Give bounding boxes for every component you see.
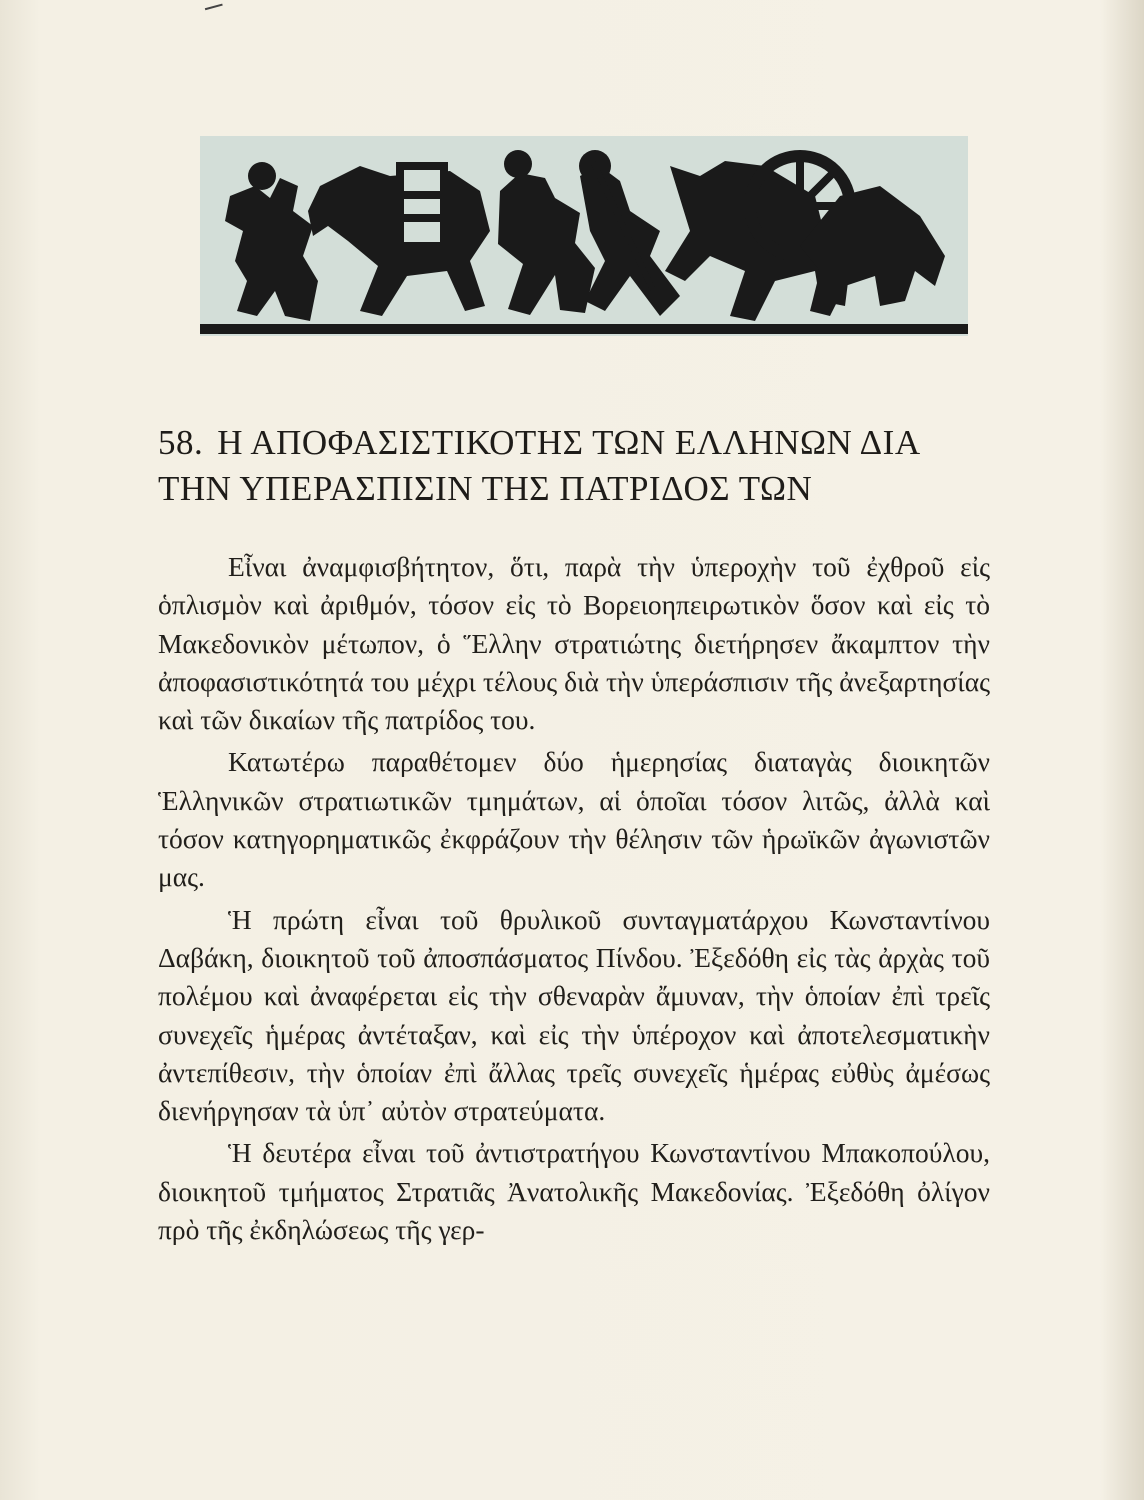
section-title-line-2: ΤΗΝ ΥΠΕΡΑΣΠΙΣΙΝ ΤΗΣ ΠΑΤΡΙΔΟΣ ΤΩΝ (158, 469, 813, 508)
warrior-head-2 (504, 150, 532, 178)
paragraph-3: Ἡ πρώτη εἶναι τοῦ θρυλικοῦ συνταγματάρχου Κωνσταντίνου Δαβάκη, διοικητοῦ τοῦ ἀποσπάσματος Πίνδου. Ἐξεδόθη εἰς τὰς ἀρχὰς τοῦ πολέμου καὶ ἀναφέρεται εἰς τὴν σθεναρὰν ἄμυναν, τὴν ὁποίαν ἐπὶ τρεῖς συνεχεῖς ἡμέρας ἀντέταξαν, καὶ εἰς τὴν ὑπέροχον καὶ ἀποτελεσματικὴν ἀντεπίθεσιν, τὴν ὁποίαν ἐπὶ ἄλλας τρεῖς συνεχεῖς ἡμέρας εὐθὺς ἀμέσως διενήργησαν τὰ ὑπ᾽ αὐτὸν στρατεύματα. (158, 903, 990, 1127)
paragraph-1: Εἶναι ἀναμφισβήτητον, ὅτι, παρὰ τὴν ὑπεροχὴν τοῦ ἐχθροῦ εἰς ὁπλισμὸν καὶ ἀριθμόν, τόσον εἰς τὸ Βορειοηπειρωτικὸν ὅσον καὶ εἰς τὸ Μακεδονικὸν μέτωπον, ὁ Ἕλλην στρατιώτης διετήρησεν ἄκαμπτον τὴν ἀποφασιστικότητά του μέχρι τέλους διὰ τὴν ὑπεράσπισιν τῆς ἀνεξαρτησίας καὶ τῶν δικαίων τῆς πατρίδος του. (158, 551, 990, 736)
warrior-figure-2 (498, 173, 595, 315)
cart-slat-1 (400, 191, 444, 199)
warrior-figure-1 (225, 178, 318, 321)
frieze-figures-svg (200, 136, 968, 336)
paragraph-2: Κατωτέρω παραθέτομεν δύο ἡμερησίας διαταγὰς διοικητῶν Ἑλληνικῶν στρατιωτικῶν τμημάτων, αἱ ὁποῖαι τόσον λιτῶς, ἀλλὰ καὶ τόσον κατηγορηματικῶς ἐκφράζουν τὴν θέλησιν τῶν ἡρωϊκῶν ἀγωνιστῶν μας. (158, 746, 990, 893)
scan-mark (203, 0, 222, 10)
paragraph-4: Ἡ δευτέρα εἶναι τοῦ ἀντιστρατήγου Κωνσταντίνου Μπακοπούλου, διοικητοῦ τμήματος Στρατιᾶς Ἀνατολικῆς Μακεδονίας. Ἐξεδόθη ὀλίγον πρὸ τῆς ἐκδηλώσεως τῆς γερ- (158, 1137, 990, 1246)
section-title-line-1: Η ΑΠΟΦΑΣΙΣΤΙΚΟΤΗΣ ΤΩΝ ΕΛΛΗΝΩΝ ΔΙΑ (217, 423, 921, 462)
section-heading (158, 420, 1008, 512)
cart-slat-2 (400, 214, 444, 222)
warrior-head-1 (248, 162, 276, 190)
section-number: 58. (158, 423, 204, 462)
body-text (158, 548, 990, 1253)
cart-frame (400, 166, 444, 246)
frieze-ground-line (200, 324, 968, 334)
decorative-frieze-illustration (200, 136, 968, 336)
